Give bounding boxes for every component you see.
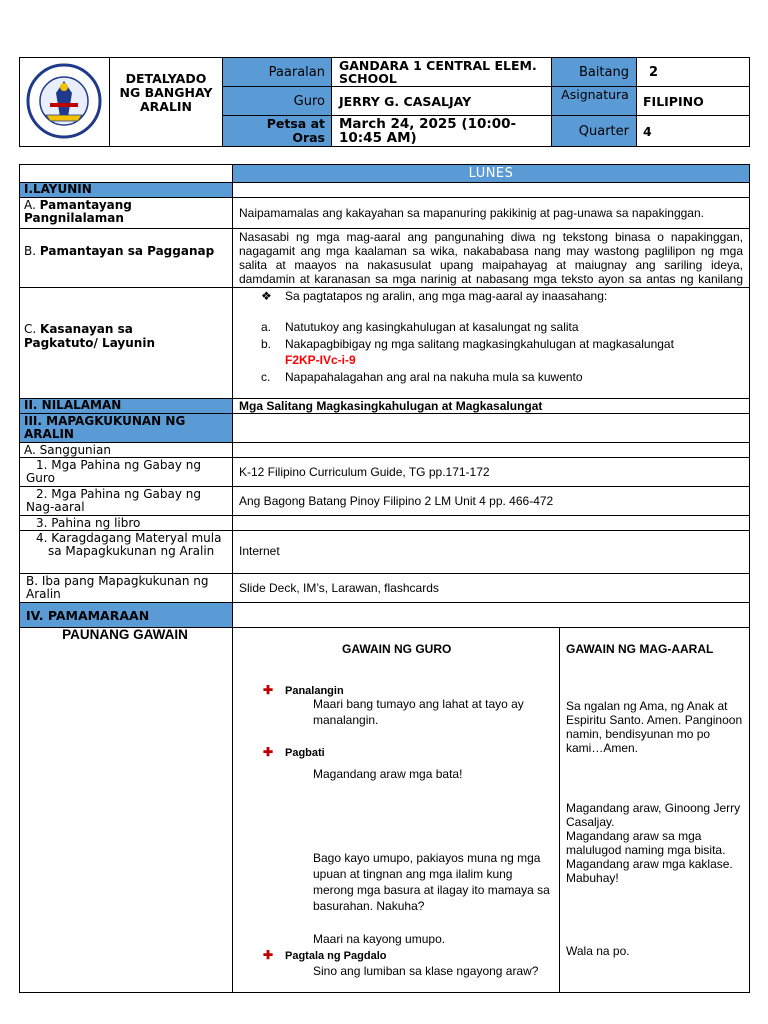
row-a-prefix: A. bbox=[24, 198, 36, 212]
quarter-label: Quarter bbox=[578, 124, 629, 139]
iba-label: B. Iba pang Mapagkukunan ng Aralin bbox=[26, 574, 209, 601]
row-c-prefix: C. bbox=[24, 322, 37, 336]
petsa-label-cell bbox=[222, 115, 332, 147]
nilalaman-value-cell bbox=[232, 398, 750, 414]
row-b-prefix: B. bbox=[24, 244, 37, 258]
nilalaman-value: Mga Salitang Magkasingkahulugan at Magkasalungat bbox=[239, 399, 543, 413]
s1-value-cell bbox=[232, 457, 750, 487]
panalangin-label: Panalangin bbox=[285, 685, 344, 697]
s2-value: Ang Bagong Batang Pinoy Filipino 2 LM Unit 4 pp. 466-472 bbox=[239, 494, 554, 508]
s1-label-cell bbox=[19, 457, 233, 487]
s4-value: Internet bbox=[239, 544, 280, 558]
petsa-value-cell bbox=[331, 115, 552, 147]
s1-label: 1. Mga Pahina ng Gabay ng Guro bbox=[26, 458, 201, 485]
kagamitan-label-cell bbox=[19, 413, 233, 443]
magaaral-col-cell bbox=[559, 627, 750, 993]
sanggunian-label: A. Sanggunian bbox=[24, 443, 111, 457]
baitang-label: Baitang bbox=[578, 65, 629, 80]
paunang-cell bbox=[19, 627, 233, 993]
panalangin-text: Maari bang tumayo ang lahat at tayo ay manalangin. bbox=[313, 697, 524, 727]
c-item-b-marker: b. bbox=[261, 337, 272, 351]
s3-label: 3. Pahina ng libro bbox=[36, 516, 141, 530]
diamond-bullet-icon: ❖ bbox=[261, 289, 272, 303]
umupo-text: Maari na kayong umupo. bbox=[313, 932, 446, 946]
nilalaman-label-cell bbox=[19, 398, 233, 414]
day-header bbox=[232, 164, 750, 183]
row-b-title: Pamantayan sa Pagganap bbox=[39, 244, 215, 258]
arrow-bullet-icon: ✚ bbox=[263, 948, 274, 962]
s2-value-cell bbox=[232, 486, 750, 516]
row-b-label-cell bbox=[19, 228, 233, 288]
guro-label-cell bbox=[222, 86, 332, 116]
c-competency-code: F2KP-IVc-i-9 bbox=[285, 353, 356, 367]
s2-label: 2. Mga Pahina ng Gabay ng Nag-aaral bbox=[26, 487, 201, 514]
layunin-value-cell bbox=[232, 182, 750, 198]
row-c-title: Kasanayan sa Pagkatuto/ Layunin bbox=[24, 322, 155, 350]
baitang-label-cell bbox=[551, 57, 637, 87]
quarter-value-cell bbox=[636, 115, 750, 147]
s-wala-text: Wala na po. bbox=[566, 944, 630, 958]
iba-value-cell bbox=[232, 573, 750, 603]
guro-label: Guro bbox=[293, 94, 325, 109]
doc-title-cell bbox=[109, 57, 223, 147]
paaralan-label-cell bbox=[222, 57, 332, 87]
sanggunian-value-cell bbox=[232, 442, 750, 458]
s2-label-cell bbox=[19, 486, 233, 516]
doc-title: DETALYADO NG BANGHAY ARALIN bbox=[119, 71, 213, 114]
arrow-bullet-icon: ✚ bbox=[263, 683, 274, 697]
row-a-label bbox=[24, 199, 224, 225]
row-c-label bbox=[24, 322, 164, 350]
logo-cell bbox=[19, 57, 110, 147]
row-b-value-cell bbox=[232, 228, 750, 288]
row-c-intro: Sa pagtatapos ng aralin, ang mga mag-aaral ay inaasahang: bbox=[285, 289, 608, 303]
guro-value: JERRY G. CASALJAY bbox=[339, 94, 472, 109]
row-a-value: Naipamamalas ang kakayahan sa mapanuring pakikinig at pag-unawa sa napakinggan. bbox=[239, 206, 704, 220]
pagbati-text: Magandang araw mga bata! bbox=[313, 767, 463, 781]
row-c-value-cell bbox=[232, 287, 750, 399]
s1-value: K-12 Filipino Curriculum Guide, TG pp.171-172 bbox=[239, 465, 490, 479]
kagamitan-value-cell bbox=[232, 413, 750, 443]
iba-label-cell bbox=[19, 573, 233, 603]
row-b-value: Nasasabi ng mga mag-aaral ang pangunahing diwa ng tekstong binasa o napakinggan, nagagamit ang mga kaalaman sa wika, nakababasa nang may wastong paglilipon ng mga salita at maayos na nakasusulat upang maipahayag at maiugnay ang sariling ideya, damdamin at karanasan sa mga narinig at nabasang mga teksto ayon sa antas ng kanilang bbox=[239, 230, 743, 286]
quarter-label-cell bbox=[551, 115, 637, 147]
pagdalo-label: Pagtala ng Pagdalo bbox=[285, 950, 387, 962]
upo-text: Bago kayo umupo, pakiayos muna ng mga upuan at tingnan ang mga ilalim kung merong mga basura at ilagay ito mamaya sa basurahan. Nakuha? bbox=[313, 851, 550, 913]
kagamitan-label: III. MAPAGKUKUNAN NG ARALIN bbox=[24, 414, 186, 441]
sanggunian-label-cell bbox=[19, 442, 233, 458]
c-item-a-text: Natutukoy ang kasingkahulugan at kasalungat ng salita bbox=[285, 320, 579, 334]
paaralan-value: GANDARA 1 CENTRAL ELEM. SCHOOL bbox=[339, 58, 537, 86]
pagbati-label: Pagbati bbox=[285, 747, 325, 759]
paunang-label: PAUNANG GAWAIN bbox=[62, 627, 188, 642]
nilalaman-label: II. NILALAMAN bbox=[24, 398, 122, 412]
day-label: LUNES bbox=[468, 166, 514, 181]
s-pagbati-text: Magandang araw, Ginoong Jerry Casaljay. Magandang araw sa mga malulugod naming mga bisita. Magandang araw mga kaklase. Mabuhay! bbox=[566, 801, 741, 885]
baitang-value: 2 bbox=[649, 65, 659, 80]
s4-label-cell bbox=[19, 530, 233, 574]
asignatura-value: FILIPINO bbox=[643, 94, 704, 109]
c-item-c-text: Napapahalagahan ang aral na nakuha mula sa kuwento bbox=[285, 370, 583, 384]
baitang-value-cell bbox=[636, 57, 750, 87]
row-c-label-cell bbox=[19, 287, 233, 399]
blank-cell bbox=[19, 164, 233, 183]
guro-col-cell bbox=[232, 627, 560, 993]
s3-label-cell bbox=[19, 515, 233, 531]
guro-value-cell bbox=[331, 86, 552, 116]
arrow-bullet-icon: ✚ bbox=[263, 745, 274, 759]
paaralan-label: Paaralan bbox=[268, 65, 325, 80]
row-a-title: Pamantayang Pangnilalaman bbox=[24, 198, 132, 225]
s4-label: 4. Karagdagang Materyal mula sa Mapagkukunan ng Aralin bbox=[36, 531, 222, 558]
pagdalo-text: Sino ang lumiban sa klase ngayong araw? bbox=[313, 964, 539, 978]
row-a-value-cell bbox=[232, 197, 750, 229]
pamamaraan-label: IV. PAMAMARAAN bbox=[26, 608, 150, 623]
petsa-value: March 24, 2025 (10:00-10:45 AM) bbox=[339, 116, 517, 146]
row-a-label-cell bbox=[19, 197, 233, 229]
guro-col-header: GAWAIN NG GURO bbox=[342, 642, 452, 656]
layunin-title: I.LAYUNIN bbox=[24, 182, 92, 196]
c-item-c-marker: c. bbox=[261, 370, 271, 384]
asignatura-label: Asignatura bbox=[561, 87, 629, 102]
magaaral-col-header: GAWAIN NG MAG-AARAL bbox=[566, 642, 714, 656]
pamamaraan-value-cell bbox=[232, 602, 750, 628]
quarter-value: 4 bbox=[643, 124, 652, 139]
iba-value: Slide Deck, IM’s, Larawan, flashcards bbox=[239, 581, 439, 595]
s4-value-cell bbox=[232, 530, 750, 574]
petsa-label: Petsa at Oras bbox=[266, 116, 325, 145]
asignatura-value-cell bbox=[636, 86, 750, 116]
paaralan-value-cell bbox=[331, 57, 552, 87]
s-panalangin-text: Sa ngalan ng Ama, ng Anak at Espiritu Santo. Amen. Panginoon namin, bendisyunan mo po kami…Amen. bbox=[566, 699, 743, 755]
c-item-b-text: Nakapagbibigay ng mga salitang magkasingkahulugan at magkasalungat bbox=[285, 337, 674, 351]
pamamaraan-label-cell bbox=[19, 602, 233, 628]
deped-seal-icon bbox=[26, 63, 102, 139]
c-item-a-marker: a. bbox=[261, 320, 272, 334]
layunin-title-cell bbox=[19, 182, 233, 198]
row-b-label bbox=[24, 245, 224, 258]
asignatura-label-cell bbox=[551, 86, 637, 116]
s3-value-cell bbox=[232, 515, 750, 531]
